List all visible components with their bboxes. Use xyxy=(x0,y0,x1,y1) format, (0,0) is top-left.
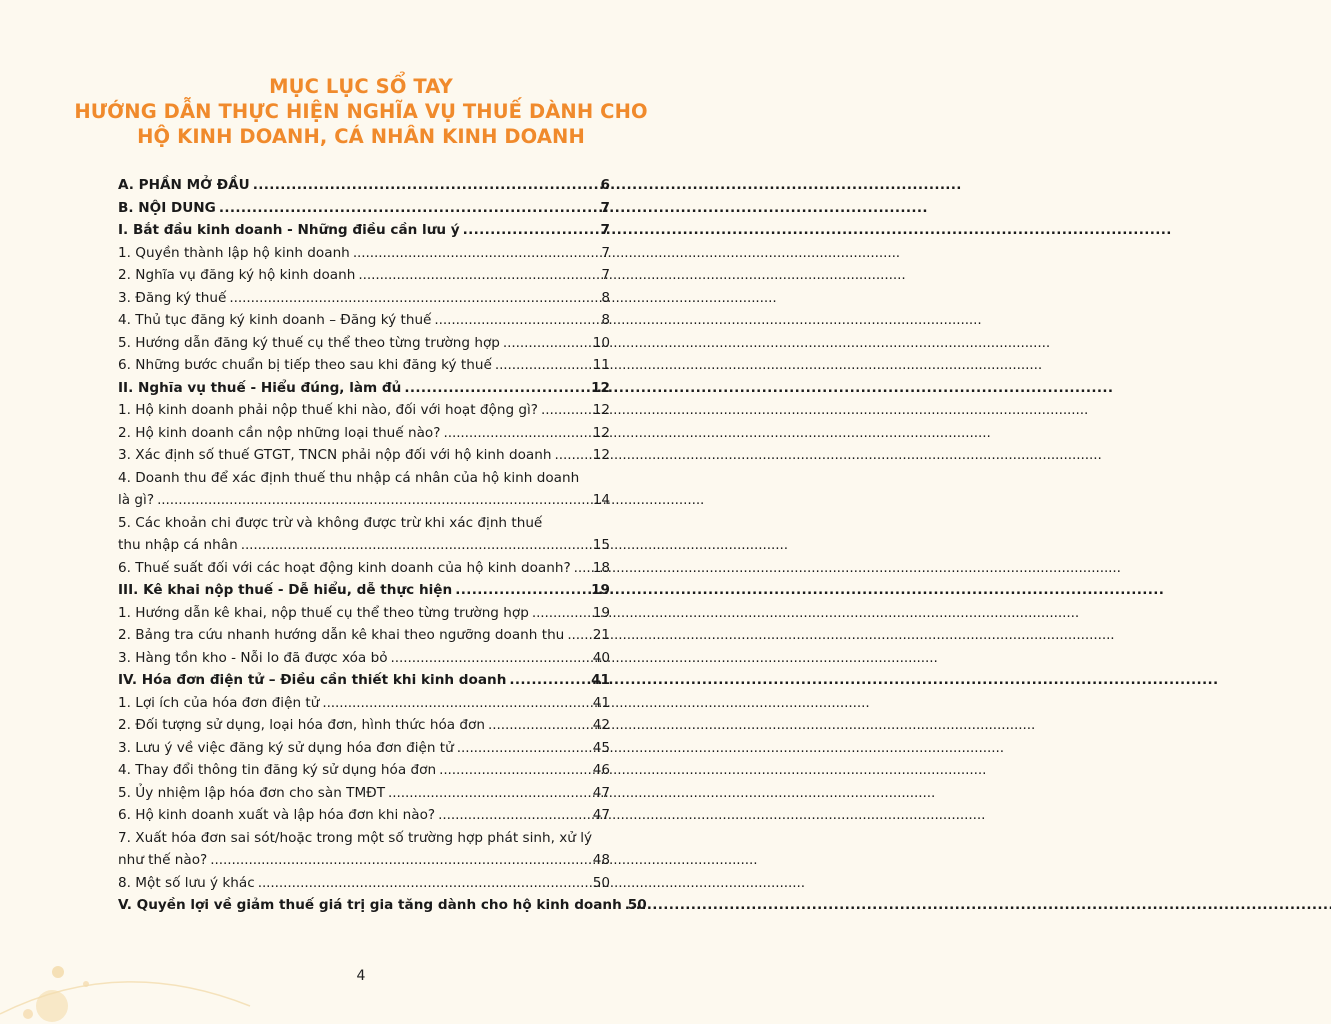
toc-entry[interactable] xyxy=(118,332,610,355)
toc-entry-page: 18 xyxy=(592,559,610,576)
toc-entry-label: V. Quyền lợi về giảm thuế giá trị gia tăng dành cho hộ kinh doanh xyxy=(118,897,622,913)
toc-entry-label: 2. Hộ kinh doanh cần nộp những loại thuế nào? xyxy=(118,424,441,441)
toc-entry[interactable] xyxy=(118,737,610,760)
toc-entry-label: 1. Quyền thành lập hộ kinh doanh xyxy=(118,244,350,261)
toc-entry[interactable] xyxy=(118,894,647,917)
toc-entry-page: 45 xyxy=(592,739,610,756)
toc-entry[interactable] xyxy=(118,782,610,805)
toc-entry-page: 6 xyxy=(600,177,610,193)
toc-entry-page: 12 xyxy=(591,379,610,396)
toc-entry-page: 10 xyxy=(592,334,610,351)
toc-entry-page: 21 xyxy=(592,627,610,643)
toc-entry-label: 1. Lợi ích của hóa đơn điện tử xyxy=(118,694,320,711)
toc-entry[interactable] xyxy=(118,714,610,737)
toc-entry[interactable] xyxy=(118,579,610,602)
dot-leader xyxy=(541,399,590,422)
dot-leader xyxy=(532,602,590,625)
dot-leader xyxy=(574,557,590,580)
toc-entry-page: 7 xyxy=(601,244,610,261)
dot-leader xyxy=(404,377,588,400)
toc-entry-page: 15 xyxy=(592,537,610,553)
toc-entry[interactable] xyxy=(118,354,610,377)
dot-leader xyxy=(388,782,590,805)
toc-entry-page: 47 xyxy=(592,807,610,823)
toc-entry-label: II. Nghĩa vụ thuế - Hiểu đúng, làm đủ xyxy=(118,379,402,396)
toc-entry-page: 11 xyxy=(592,357,610,373)
toc-entry-label: 3. Đăng ký thuế xyxy=(118,289,227,306)
toc-entry-page: 19 xyxy=(591,582,610,598)
toc-entry-label: 6. Những bước chuẩn bị tiếp theo sau khi đăng ký thuế xyxy=(118,357,492,373)
toc-entry-label: 2. Nghĩa vụ đăng ký hộ kinh doanh xyxy=(118,267,356,283)
toc-entry-label: IV. Hóa đơn điện tử – Điều cần thiết khi kinh doanh xyxy=(118,672,507,688)
toc-entry[interactable] xyxy=(118,377,610,400)
dot-leader xyxy=(495,354,590,377)
toc-entry-page: 41 xyxy=(591,672,610,688)
dot-leader xyxy=(219,197,598,220)
toc-entry[interactable] xyxy=(118,557,610,580)
toc-entry[interactable] xyxy=(118,624,610,647)
toc-entry[interactable] xyxy=(118,264,610,287)
toc-entry-label: 2. Đối tượng sử dụng, loại hóa đơn, hình thức hóa đơn xyxy=(118,717,485,733)
toc-entry-label: 4. Thay đổi thông tin đăng ký sử dụng hóa đơn xyxy=(118,762,437,778)
toc-entry-label: III. Kê khai nộp thuế - Dễ hiểu, dễ thực hiện xyxy=(118,582,453,598)
dot-leader xyxy=(509,669,588,692)
toc-entry[interactable] xyxy=(118,849,610,872)
toc-entry-page: 48 xyxy=(592,852,610,868)
toc-entry-page: 50 xyxy=(627,897,647,913)
toc-entry-label: 6. Thuế suất đối với các hoạt động kinh doanh của hộ kinh doanh? xyxy=(118,559,571,576)
toc-entry[interactable] xyxy=(118,534,610,557)
toc-title xyxy=(0,74,722,149)
toc-entry[interactable] xyxy=(118,242,610,265)
title-line-2: HƯỚNG DẪN THỰC HIỆN NGHĨA VỤ THUẾ DÀNH CHO xyxy=(74,100,648,123)
toc-entry[interactable] xyxy=(118,804,610,827)
toc-entry-page: 8 xyxy=(601,312,610,328)
page-number: 4 xyxy=(356,968,366,984)
title-line-1: MỤC LỤC SỔ TAY xyxy=(269,75,453,98)
dot-leader xyxy=(443,422,589,445)
toc-entry-label: A. PHẦN MỞ ĐẦU xyxy=(118,177,250,193)
table-of-contents xyxy=(118,174,647,917)
dot-leader xyxy=(258,872,590,895)
toc-entry-label: 2. Bảng tra cứu nhanh hướng dẫn kê khai theo ngưỡng doanh thu xyxy=(118,627,565,643)
dot-leader xyxy=(391,647,590,670)
toc-entry[interactable] xyxy=(118,219,610,242)
toc-entry-page: 19 xyxy=(592,604,610,621)
dot-leader xyxy=(439,759,590,782)
toc-entry[interactable] xyxy=(118,602,610,625)
dot-leader xyxy=(253,174,598,197)
toc-entry-page: 41 xyxy=(592,694,610,711)
dot-leader xyxy=(157,489,590,512)
toc-entry-label: 3. Lưu ý về việc đăng ký sử dụng hóa đơn điện tử xyxy=(118,739,454,756)
toc-entry-label: như thế nào? xyxy=(118,852,208,868)
dot-leader xyxy=(438,804,590,827)
dot-leader xyxy=(229,287,598,310)
toc-entry-page: 7 xyxy=(600,222,610,238)
toc-entry-first-line[interactable]: 5. Các khoản chi được trừ và không được trừ khi xác định thuế xyxy=(118,514,543,531)
dot-leader xyxy=(210,849,589,872)
toc-entry-page: 7 xyxy=(601,267,610,283)
toc-entry-label: 1. Hướng dẫn kê khai, nộp thuế cụ thể theo từng trường hợp xyxy=(118,604,529,621)
toc-entry-label: 1. Hộ kinh doanh phải nộp thuế khi nào, đối với hoạt động gì? xyxy=(118,402,539,418)
toc-entry-page: 7 xyxy=(600,199,610,216)
toc-entry-page: 50 xyxy=(592,874,610,891)
toc-entry-page: 46 xyxy=(592,762,610,778)
toc-entry-label: 4. Thủ tục đăng ký kinh doanh – Đăng ký thuế xyxy=(118,312,432,328)
dot-leader xyxy=(463,219,598,242)
toc-entry-page: 12 xyxy=(592,402,610,418)
toc-entry-label: 5. Hướng dẫn đăng ký thuế cụ thể theo từng trường hợp xyxy=(118,334,500,351)
toc-entry[interactable] xyxy=(118,309,610,332)
toc-entry-page: 8 xyxy=(601,289,610,306)
toc-entry-label: là gì? xyxy=(118,492,155,508)
toc-entry-label: B. NỘI DUNG xyxy=(118,199,216,216)
dot-leader xyxy=(434,309,598,332)
dot-leader xyxy=(554,444,589,467)
toc-entry[interactable] xyxy=(118,444,610,467)
toc-entry[interactable] xyxy=(118,197,610,220)
toc-entry-label: 3. Xác định số thuế GTGT, TNCN phải nộp đối với hộ kinh doanh xyxy=(118,447,552,463)
toc-entry-page: 14 xyxy=(592,492,610,508)
toc-entry-page: 47 xyxy=(592,784,610,801)
dot-leader xyxy=(488,714,590,737)
toc-entry[interactable] xyxy=(118,669,610,692)
toc-entry-page: 42 xyxy=(592,717,610,733)
title-line-3: HỘ KINH DOANH, CÁ NHÂN KINH DOANH xyxy=(137,125,585,148)
toc-entry[interactable] xyxy=(118,399,610,422)
toc-entry-label: 3. Hàng tồn kho - Nỗi lo đã được xóa bỏ xyxy=(118,649,388,666)
toc-entry-first-line[interactable]: 4. Doanh thu để xác định thuế thu nhập cá nhân của hộ kinh doanh xyxy=(118,469,580,486)
toc-entry-page: 40 xyxy=(592,649,610,666)
toc-entry-label: 8. Một số lưu ý khác xyxy=(118,874,255,891)
dot-leader xyxy=(567,624,589,647)
dot-leader xyxy=(455,579,588,602)
toc-entry[interactable] xyxy=(118,174,610,197)
toc-entry-first-line[interactable]: 7. Xuất hóa đơn sai sót/hoặc trong một số trường hợp phát sinh, xử lý xyxy=(118,829,593,846)
toc-entry-label: thu nhập cá nhân xyxy=(118,537,238,553)
toc-entry-page: 12 xyxy=(592,424,610,441)
toc-entry[interactable] xyxy=(118,489,610,512)
toc-entry[interactable] xyxy=(118,287,610,310)
dot-leader xyxy=(353,242,599,265)
dot-leader xyxy=(358,264,598,287)
dot-leader xyxy=(322,692,589,715)
toc-entry-label: 5. Ủy nhiệm lập hóa đơn cho sàn TMĐT xyxy=(118,784,386,801)
toc-entry[interactable] xyxy=(118,422,610,445)
toc-entry[interactable] xyxy=(118,759,610,782)
dot-leader xyxy=(457,737,590,760)
toc-entry-page: 12 xyxy=(592,447,610,463)
toc-entry-label: I. Bắt đầu kinh doanh - Những điều cần lưu ý xyxy=(118,222,460,238)
toc-entry[interactable] xyxy=(118,647,610,670)
toc-entry[interactable] xyxy=(118,692,610,715)
toc-entry-label: 6. Hộ kinh doanh xuất và lập hóa đơn khi nào? xyxy=(118,807,436,823)
toc-entry[interactable] xyxy=(118,872,610,895)
dot-leader xyxy=(241,534,590,557)
dot-leader xyxy=(503,332,590,355)
